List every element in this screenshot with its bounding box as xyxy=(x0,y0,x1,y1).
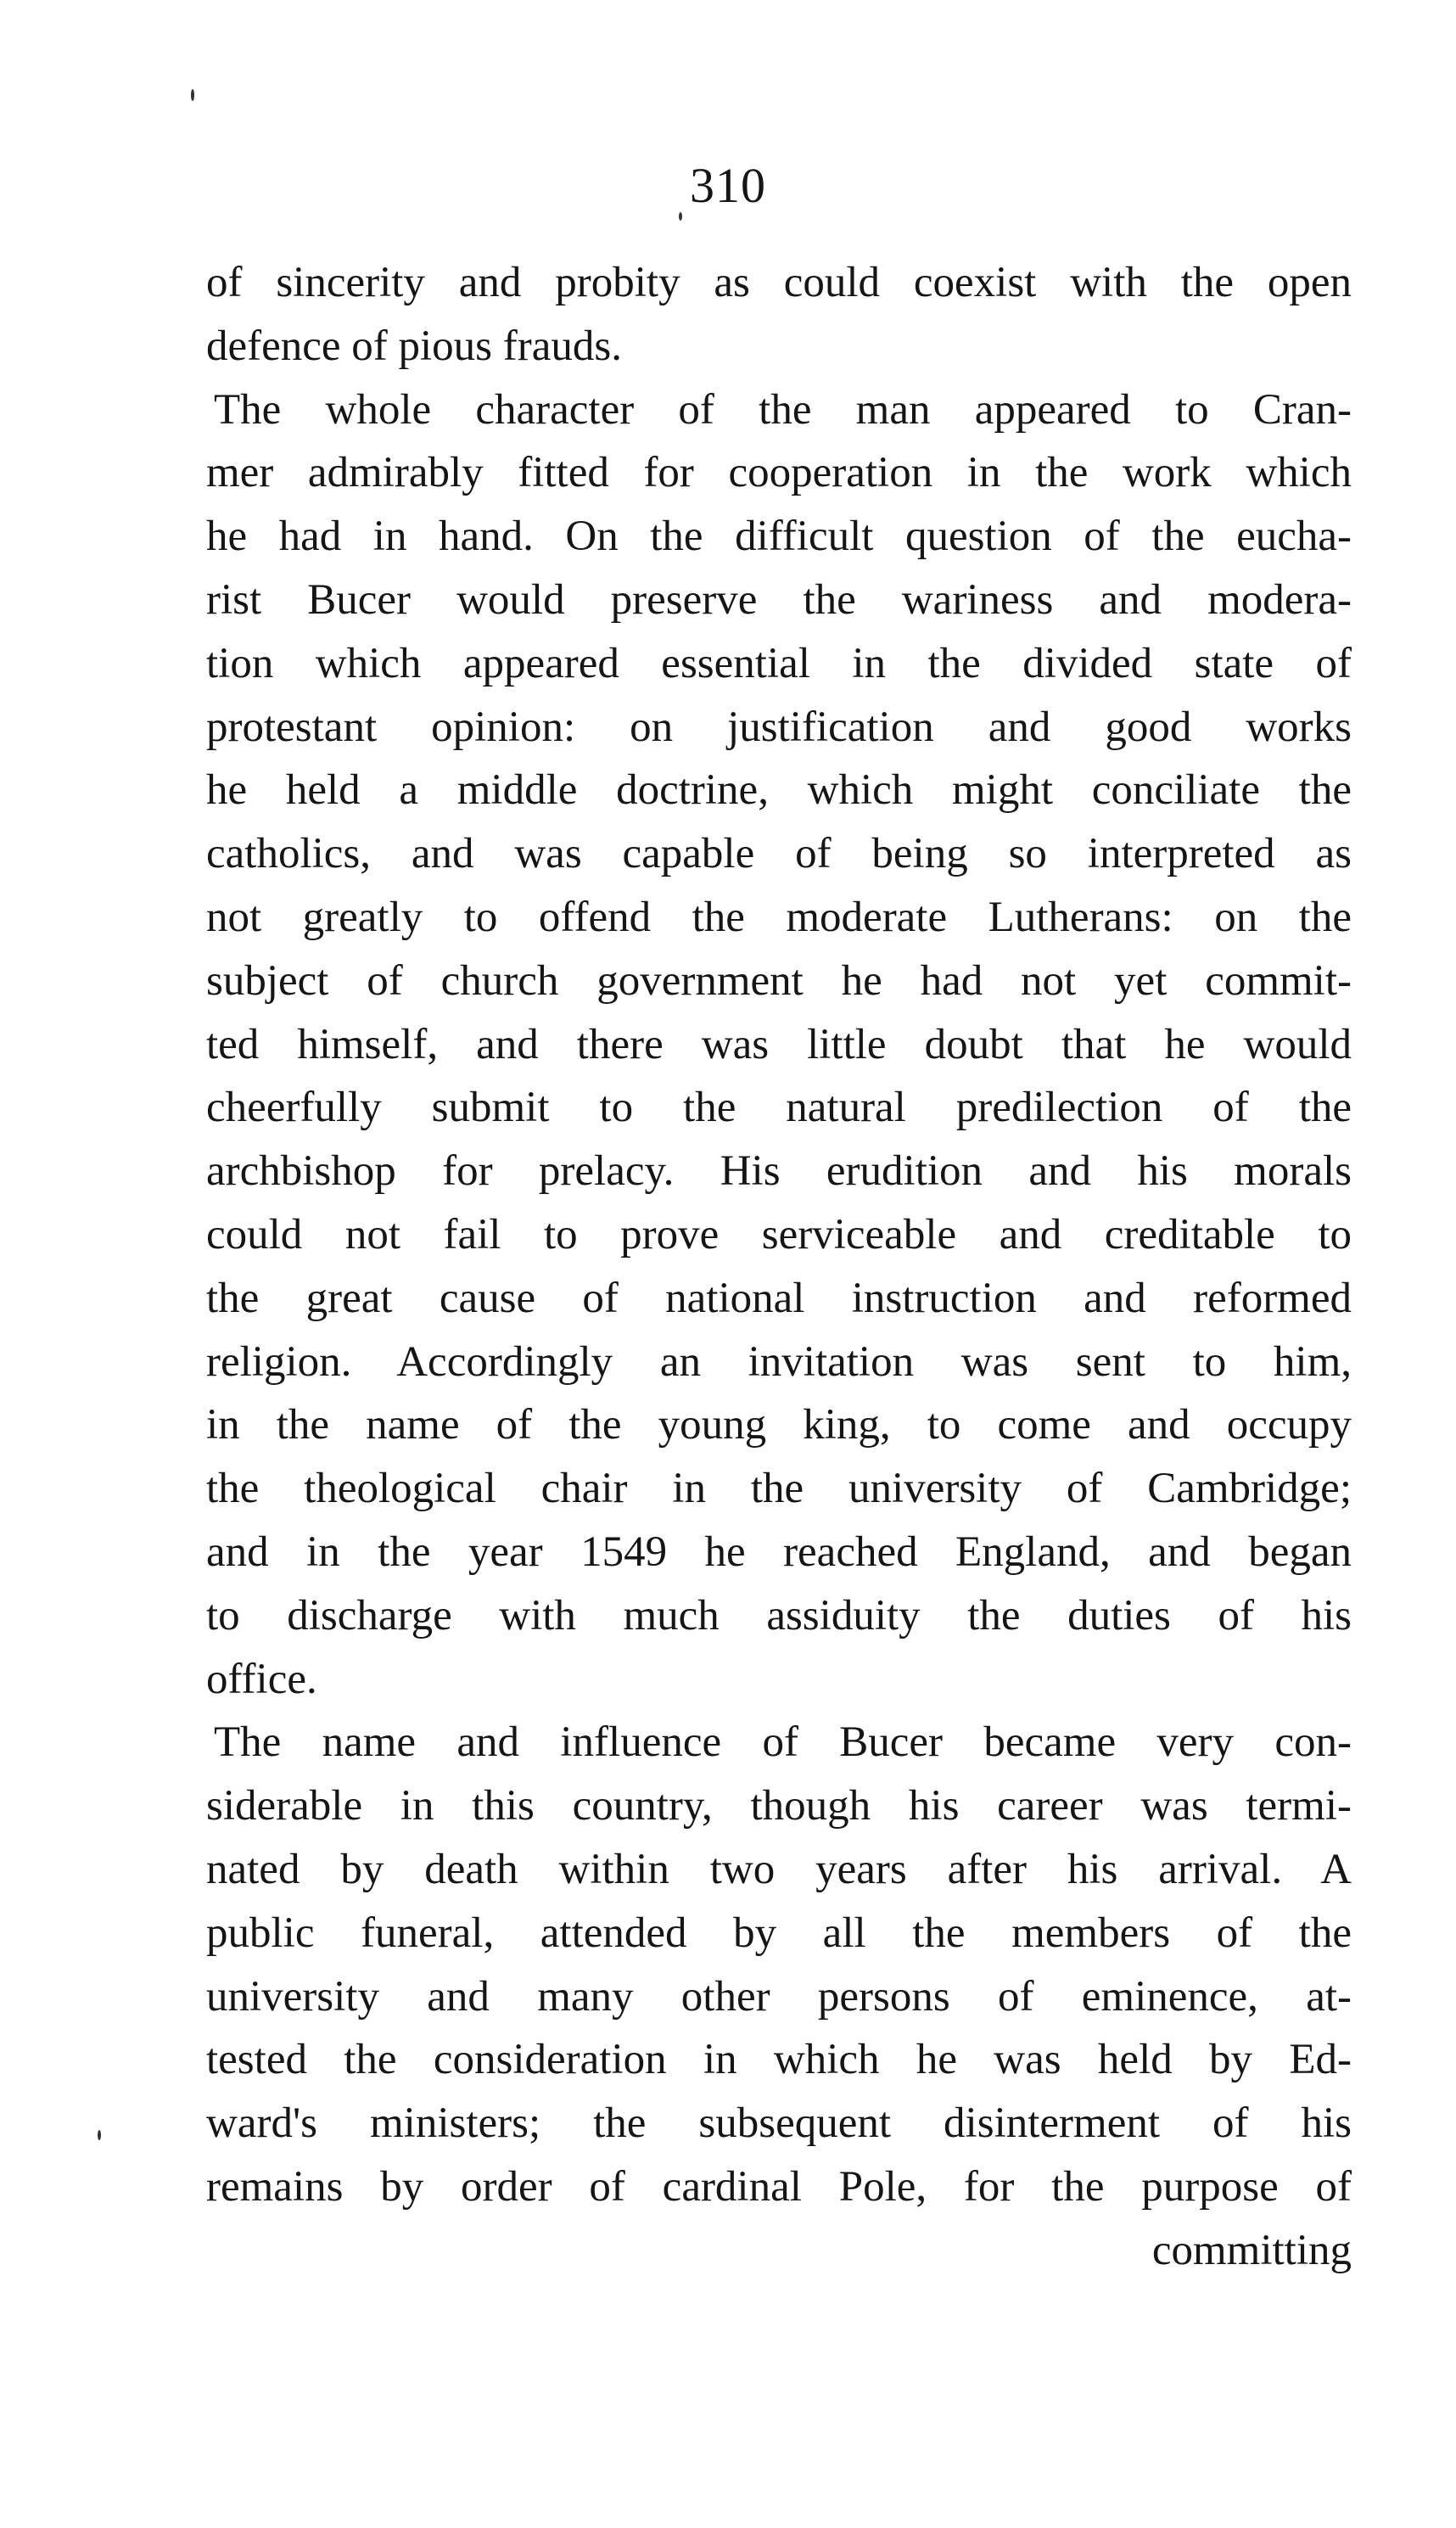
scan-speck xyxy=(191,89,194,101)
text-line: cheerfully submit to the natural predilection of the xyxy=(206,1084,1352,1132)
text-line: archbishop for prelacy. His erudition and his morals xyxy=(206,1147,1352,1196)
text-line: of sincerity and probity as could coexist with the open xyxy=(206,259,1352,306)
text-line: ward's ministers; the subsequent disinterment of his xyxy=(206,2099,1352,2148)
text-line: in the name of the young king, to come and occupy xyxy=(206,1401,1352,1449)
text-line: ted himself, and there was little doubt that he would xyxy=(206,1020,1352,1068)
text-line: nated by death within two years after his arrival. A xyxy=(206,1846,1352,1893)
scan-speck xyxy=(679,212,682,221)
text-line: to discharge with much assiduity the duties of his xyxy=(206,1591,1352,1640)
text-line: subject of church government he had not yet commit- xyxy=(206,956,1352,1005)
text-line: siderable in this country, though his career was termi- xyxy=(206,1782,1352,1830)
text-line: The whole character of the man appeared to Cran- xyxy=(214,385,1352,434)
text-line: could not fail to prove serviceable and creditable to xyxy=(206,1211,1352,1258)
text-line: tested the consideration in which he was held by Ed- xyxy=(206,2036,1352,2084)
text-line: remains by order of cardinal Pole, for the purpose of xyxy=(206,2163,1352,2211)
text-line: not greatly to offend the moderate Lutherans: on the xyxy=(206,894,1352,941)
text-line: he held a middle doctrine, which might conciliate the xyxy=(206,766,1352,815)
text-line: university and many other persons of eminence, at- xyxy=(206,1972,1352,2021)
scan-speck xyxy=(98,2130,101,2140)
text-line: rist Bucer would preserve the wariness and modera- xyxy=(206,576,1352,624)
text-line: public funeral, attended by all the members of the xyxy=(206,1909,1352,1957)
text-line: the theological chair in the university of Cambridge; xyxy=(206,1465,1352,1513)
text-line: office. xyxy=(206,1655,317,1703)
text-line: the great cause of national instruction and reformed xyxy=(206,1274,1352,1322)
page-number: 310 xyxy=(690,158,766,213)
text-line: defence of pious frauds. xyxy=(206,322,622,370)
text-line: religion. Accordingly an invitation was sent to him, xyxy=(206,1337,1352,1386)
text-line: The name and influence of Bucer became very con- xyxy=(214,1718,1352,1767)
text-line: protestant opinion: on justification and good works xyxy=(206,703,1352,751)
text-line: and in the year 1549 he reached England, and began xyxy=(206,1528,1352,1576)
text-line: mer admirably fitted for cooperation in the work which xyxy=(206,449,1352,497)
text-line: catholics, and was capable of being so interpreted as xyxy=(206,830,1352,878)
catchword: committing xyxy=(1151,2226,1352,2274)
text-line: he had in hand. On the difficult question of the eucha- xyxy=(206,513,1352,561)
text-line: tion which appeared essential in the divided state of xyxy=(206,639,1352,687)
